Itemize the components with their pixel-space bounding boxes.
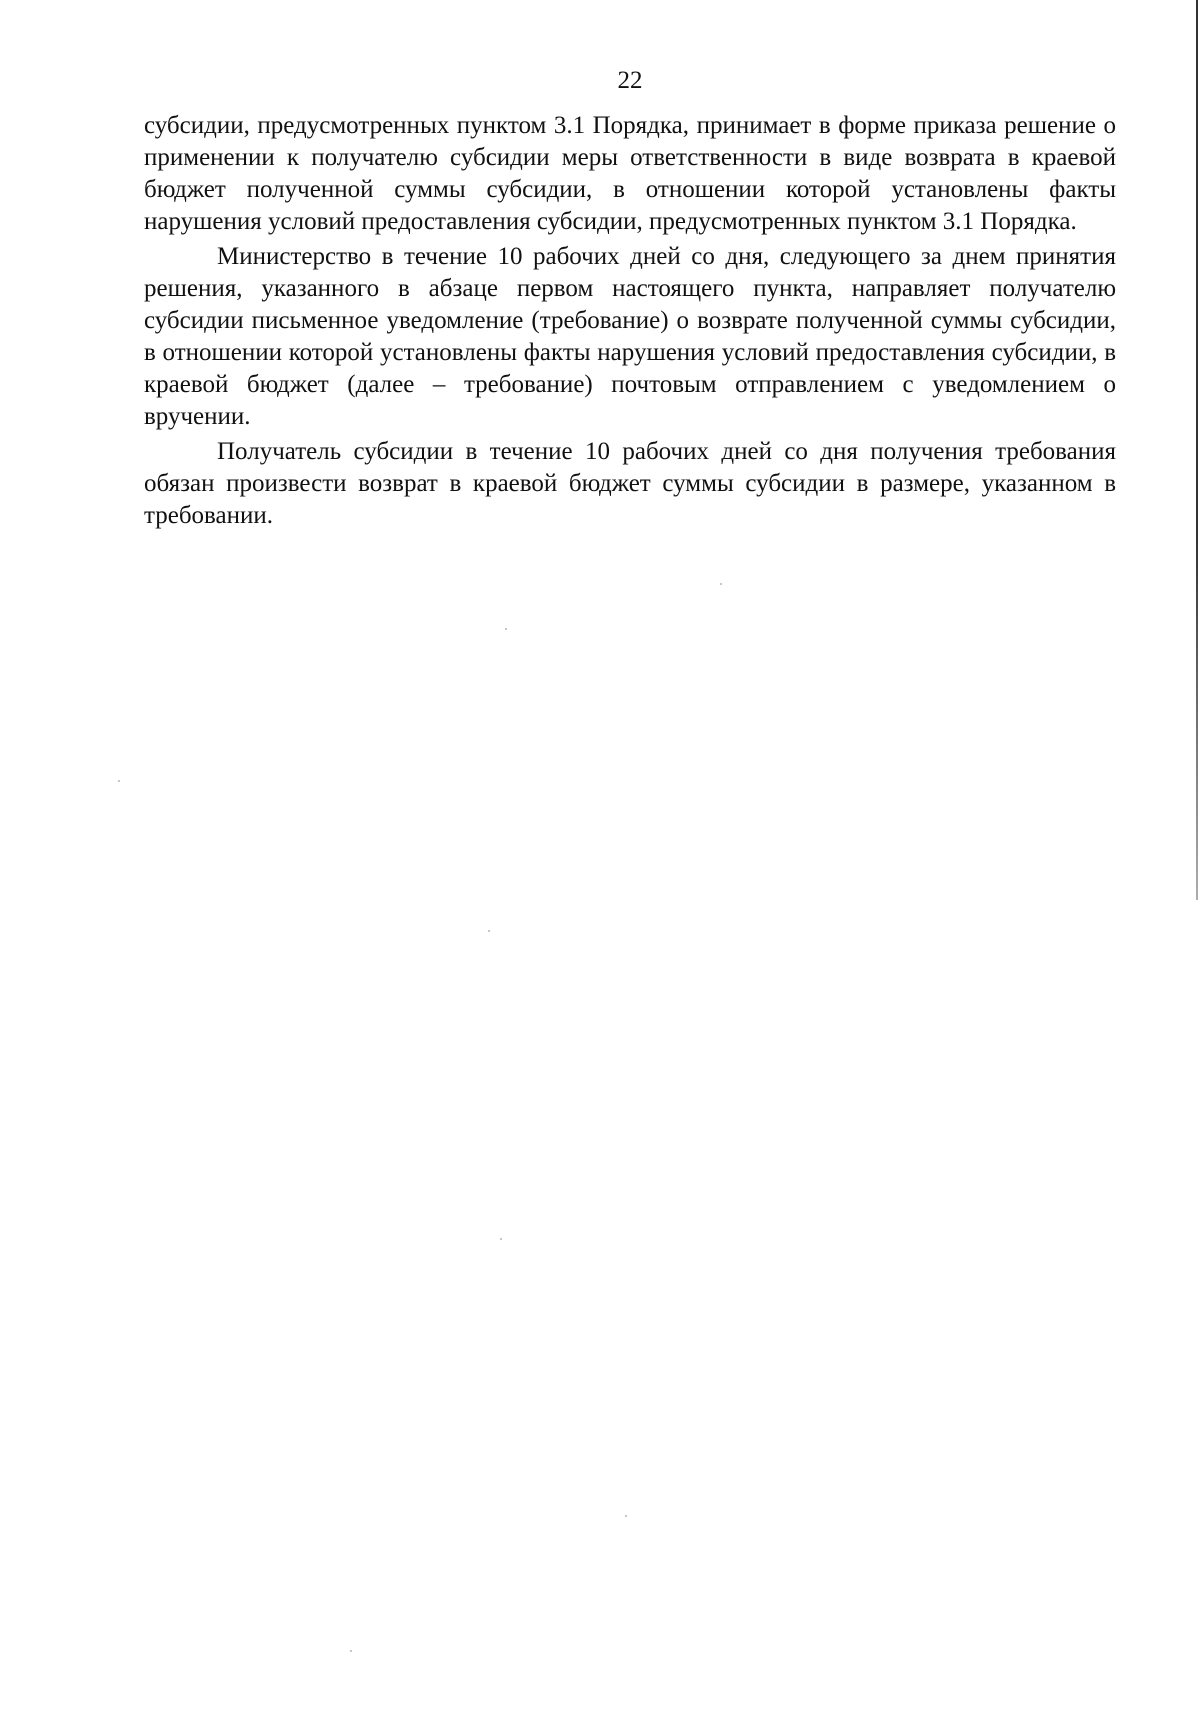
scan-speck [625, 1515, 627, 1517]
scan-speck [500, 1238, 502, 1240]
page-number: 22 [617, 67, 643, 94]
paragraph-recipient-refund: Получатель субсидии в течение 10 рабочих дней со дня получения требования обязан произвести возврат в краевой бюджет суммы субсидии в размере, указанном в требовании. [144, 438, 1116, 529]
scan-speck [488, 930, 490, 932]
scan-edge-shadow [1196, 0, 1198, 900]
scan-speck [350, 1650, 352, 1652]
scan-speck [118, 780, 120, 782]
paragraph-continuation: субсидии, предусмотренных пунктом 3.1 Порядка, принимает в форме приказа решение о применении к получателю субсидии меры ответственности в виде возврата в краевой бюджет полученной суммы субсидии, в отношении которой установлены факты нарушения условий предоставления субсидии, предусмотренных пунктом 3.1 Порядка. [144, 112, 1116, 235]
document-body [144, 110, 1116, 535]
paragraph-ministry-notice: Министерство в течение 10 рабочих дней со дня, следующего за днем принятия решения, указанного в абзаце первом настоящего пункта, направляет получателю субсидии письменное уведомление (требование) о возврате полученной суммы субсидии, в отношении которой установлены факты нарушения условий предоставления субсидии, в краевой бюджет (далее – требование) почтовым отправлением с уведомлением о вручении. [144, 243, 1116, 430]
scan-speck [720, 583, 722, 585]
scan-speck [505, 628, 507, 630]
